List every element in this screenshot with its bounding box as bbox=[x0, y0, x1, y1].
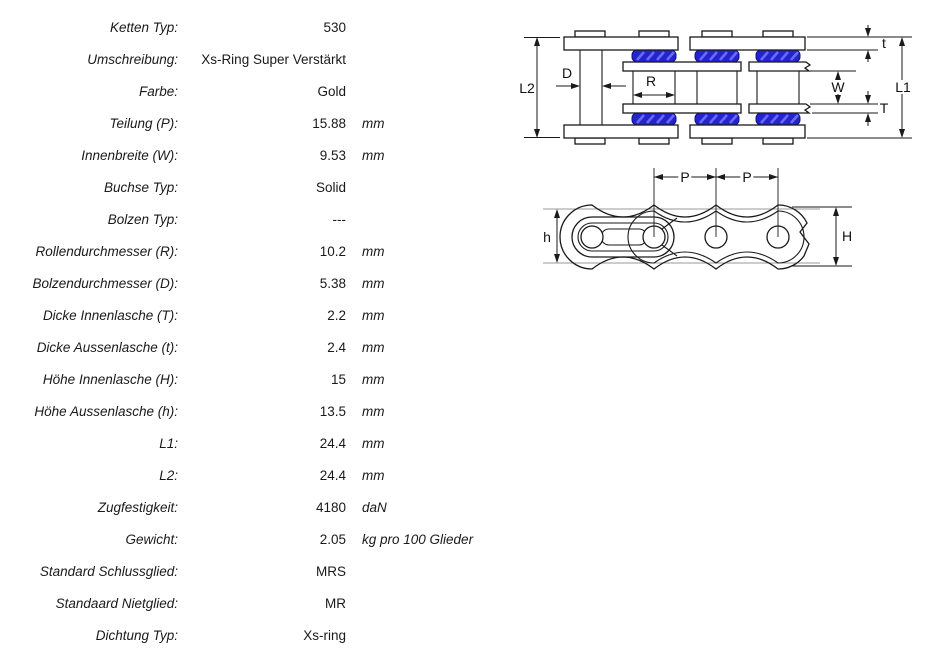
spec-unit: mm bbox=[362, 147, 385, 163]
dimension-label-d: D bbox=[561, 65, 573, 81]
spec-unit: mm bbox=[362, 307, 385, 323]
spec-value: 13.5 bbox=[319, 403, 346, 419]
dimension-label-p1: P bbox=[680, 169, 690, 185]
spec-label: Standaard Nietglied: bbox=[55, 595, 178, 611]
spec-label: Höhe Aussenlasche (h): bbox=[34, 403, 178, 419]
dimension-label-t-outer: t bbox=[882, 35, 886, 51]
spec-value: 2.4 bbox=[327, 339, 346, 355]
spec-value: MRS bbox=[316, 563, 346, 579]
spec-value: 24.4 bbox=[319, 435, 346, 451]
spec-unit: mm bbox=[362, 467, 385, 483]
spec-value: 530 bbox=[323, 19, 346, 35]
spec-unit: mm bbox=[362, 371, 385, 387]
spec-unit: mm bbox=[362, 403, 385, 419]
spec-label: Farbe: bbox=[138, 83, 178, 99]
chain-side-view-diagram bbox=[543, 168, 852, 269]
spec-label: Dichtung Typ: bbox=[95, 627, 178, 643]
spec-label: Teilung (P): bbox=[109, 115, 178, 131]
spec-unit: mm bbox=[362, 339, 385, 355]
spec-value: 9.53 bbox=[319, 147, 346, 163]
spec-label: Dicke Innenlasche (T): bbox=[42, 307, 178, 323]
spec-value: Xs-ring bbox=[303, 627, 346, 643]
spec-unit: mm bbox=[362, 243, 385, 259]
x-ring-seals bbox=[632, 50, 800, 125]
dimension-r bbox=[633, 92, 675, 98]
clip-slot bbox=[601, 229, 647, 245]
dimension-label-r: R bbox=[645, 73, 657, 89]
spec-value: --- bbox=[332, 211, 346, 227]
dimension-label-p2: P bbox=[742, 169, 752, 185]
spec-value: 2.2 bbox=[327, 307, 346, 323]
spec-value: 24.4 bbox=[319, 467, 346, 483]
spec-label: Rollendurchmesser (R): bbox=[35, 243, 178, 259]
dimension-d bbox=[556, 83, 626, 89]
dimension-p bbox=[654, 168, 778, 237]
dimension-label-h-outer: h bbox=[543, 229, 551, 245]
spec-unit: mm bbox=[362, 435, 385, 451]
spec-label: Standard Schlussglied: bbox=[39, 563, 178, 579]
spec-label: L1: bbox=[159, 435, 178, 451]
dimension-label-l1: L1 bbox=[895, 79, 911, 95]
dimension-t-inner bbox=[810, 91, 878, 126]
spec-unit: kg pro 100 Glieder bbox=[362, 531, 474, 547]
spec-value: 2.05 bbox=[319, 531, 346, 547]
spec-label: Bolzendurchmesser (D): bbox=[32, 275, 178, 291]
dimension-t-outer bbox=[807, 25, 912, 62]
spec-value: 15.88 bbox=[312, 115, 346, 131]
spec-label: Innenbreite (W): bbox=[81, 147, 178, 163]
spec-label: Höhe Innenlasche (H): bbox=[42, 371, 178, 387]
dimension-label-h-inner: H bbox=[841, 228, 853, 244]
connecting-pin bbox=[580, 50, 602, 125]
spec-label: Zugfestigkeit: bbox=[97, 499, 178, 515]
spec-label: Buchse Typ: bbox=[103, 179, 178, 195]
dimension-h-outer bbox=[554, 209, 560, 263]
chain-top-view-diagram bbox=[524, 25, 912, 144]
spec-label: Gewicht: bbox=[125, 531, 178, 547]
spec-label: L2: bbox=[159, 467, 178, 483]
spec-label: Bolzen Typ: bbox=[107, 211, 178, 227]
spec-value: Xs-Ring Super Verstärkt bbox=[201, 51, 346, 67]
spec-label: Dicke Aussenlasche (t): bbox=[36, 339, 178, 355]
spec-value: MR bbox=[325, 595, 346, 611]
spec-unit: daN bbox=[362, 499, 387, 515]
dimension-label-t-inner: T bbox=[879, 100, 889, 116]
spec-label: Ketten Typ: bbox=[109, 19, 178, 35]
rollers bbox=[633, 71, 799, 104]
spec-value: 10.2 bbox=[319, 243, 346, 259]
spec-unit: mm bbox=[362, 115, 385, 131]
spec-label: Umschreibung: bbox=[87, 51, 178, 67]
spec-value: Solid bbox=[315, 179, 346, 195]
dimension-label-l2: L2 bbox=[519, 80, 535, 96]
spec-value: 5.38 bbox=[319, 275, 346, 291]
spec-value: 4180 bbox=[315, 499, 346, 515]
spec-unit: mm bbox=[362, 275, 385, 291]
spec-value: 15 bbox=[330, 371, 346, 387]
dimension-label-w: W bbox=[831, 79, 845, 95]
spec-value: Gold bbox=[317, 83, 346, 99]
